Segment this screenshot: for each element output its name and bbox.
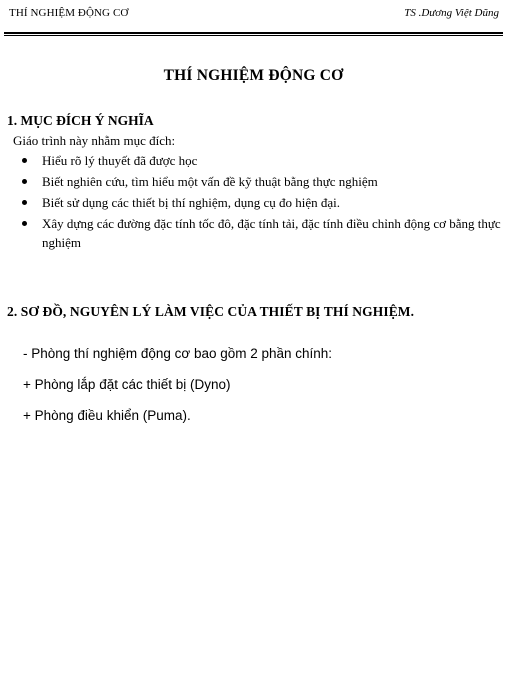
section-2-line: - Phòng thí nghiệm động cơ bao gồm 2 phần chính: [23,346,333,361]
section-1-bullet-list [20,151,502,254]
page-title: THÍ NGHIỆM ĐỘNG CƠ [163,67,344,84]
section-2-heading: 2. SƠ ĐỒ, NGUYÊN LÝ LÀM VIỆC CỦA THIẾT BỊ THÍ NGHIỆM. [7,304,415,319]
bullet-icon [22,158,27,163]
bullet-icon [22,200,27,205]
section-1-heading: 1. MỤC ĐÍCH Ý NGHĨA [7,113,154,128]
bullet-item [20,214,502,252]
section-2-line: + Phòng điều khiển (Puma). [23,408,191,423]
bullet-text: Biết sử dụng các thiết bị thí nghiệm, dụng cụ đo hiện đại. [42,195,341,210]
running-header-author: TS .Dương Việt Dũng [404,7,499,19]
bullet-text: Biết nghiên cứu, tìm hiểu một vấn đề kỹ thuật bằng thực nghiệm [42,174,378,189]
bullet-icon [22,179,27,184]
section-2-line: + Phòng lắp đặt các thiết bị (Dyno) [23,377,231,392]
bullet-text: Hiểu rõ lý thuyết đã được học [42,153,198,168]
bullet-item [20,151,502,170]
bullet-icon [22,221,27,226]
section-1-intro: Giáo trình này nhằm mục đích: [13,133,176,148]
header-divider [4,32,503,36]
running-header-left: THÍ NGHIỆM ĐỘNG CƠ [9,7,129,19]
bullet-text: Xây dựng các đường đặc tính tốc đô, đặc tính tải, đặc tính điều chỉnh động cơ bằng thực nghiệm [42,216,501,250]
bullet-item [20,193,502,212]
bullet-item [20,172,502,191]
